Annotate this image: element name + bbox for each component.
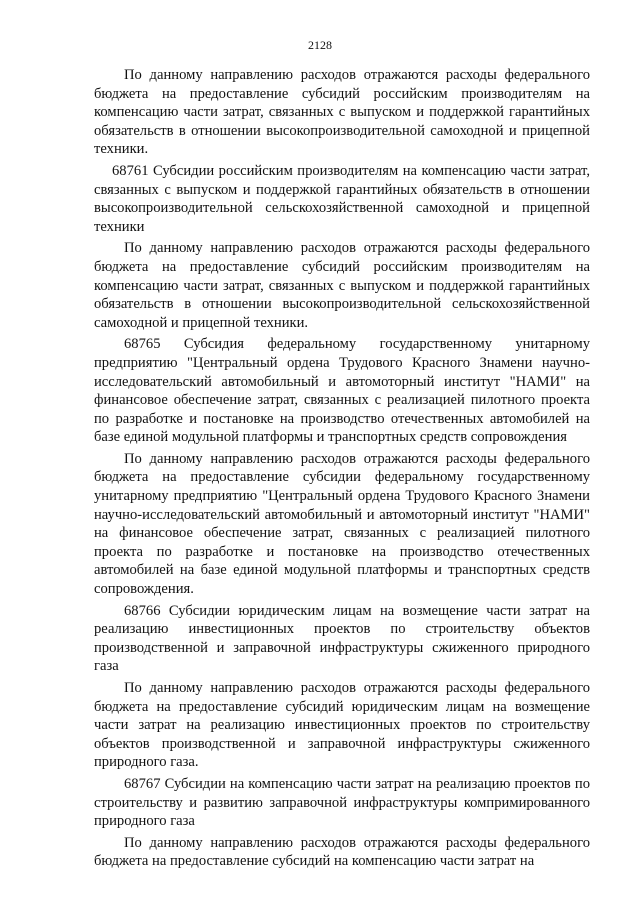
paragraph-description: По данному направлению расходов отражаются расходы федерального бюджета на предоставление субсидий российским производителям на компенсацию части затрат, связанных с выпуском и поддержкой гарантийных обязательств в отношении высокопроизводительной сельскохозяйственной самоходной и прицепной техники.: [94, 240, 590, 331]
paragraph-description: По данному направлению расходов отражаются расходы федерального бюджета на предоставление субсидий на компенсацию части затрат на: [94, 834, 590, 870]
paragraph-description: По данному направлению расходов отражаются расходы федерального бюджета на предоставление субсидий российским производителям на компенсацию части затрат, связанных с выпуском и поддержкой гарантийных обязательств в отношении высокопроизводительной самоходной и прицепной техники.: [94, 67, 590, 158]
document-body: [94, 66, 590, 871]
paragraph-code-68765: 68765 Субсидия федеральному государственному унитарному предприятию "Центральный ордена Трудового Красного Знамени научно-исследовательский автомобильный и автомоторный институт "НАМИ" на финансовое обеспечение затрат, связанных с реализацией пилотного проекта по разработке и постановке на производство отечественных автомобилей на базе единой модульной платформы и транспортных средств сопровождения: [94, 336, 590, 446]
paragraph-code-68766: 68766 Субсидии юридическим лицам на возмещение части затрат на реализацию инвестиционных проектов по строительству объектов производственной и заправочной инфраструктуры сжиженного природного газа: [94, 602, 590, 675]
paragraph-description: По данному направлению расходов отражаются расходы федерального бюджета на предоставление субсидий юридическим лицам на возмещение части затрат на реализацию инвестиционных проектов по строительству объектов производственной и заправочной инфраструктуры сжиженного природного газа.: [94, 680, 590, 771]
paragraph-code-68761: 68761 Субсидии российским производителям на компенсацию части затрат, связанных с выпуском и поддержкой гарантийных обязательств в отношении высокопроизводительной сельскохозяйственной самоходной и прицепной техники: [94, 162, 590, 235]
paragraph-code-68767: 68767 Субсидии на компенсацию части затрат на реализацию проектов по строительству и развитию заправочной инфраструктуры компримированного природного газа: [94, 775, 590, 830]
paragraph-description: По данному направлению расходов отражаются расходы федерального бюджета на предоставление субсидии федеральному государственному унитарному предприятию "Центральный ордена Трудового Красного Знамени научно-исследовательский автомобильный и автомоторный институт "НАМИ" на финансовое обеспечение затрат, связанных с реализацией пилотного проекта по разработке и постановке на производство отечественных автомобилей на базе единой модульной платформы и транспортных средств сопровождения.: [94, 450, 590, 598]
page-number: 2128: [308, 38, 332, 52]
